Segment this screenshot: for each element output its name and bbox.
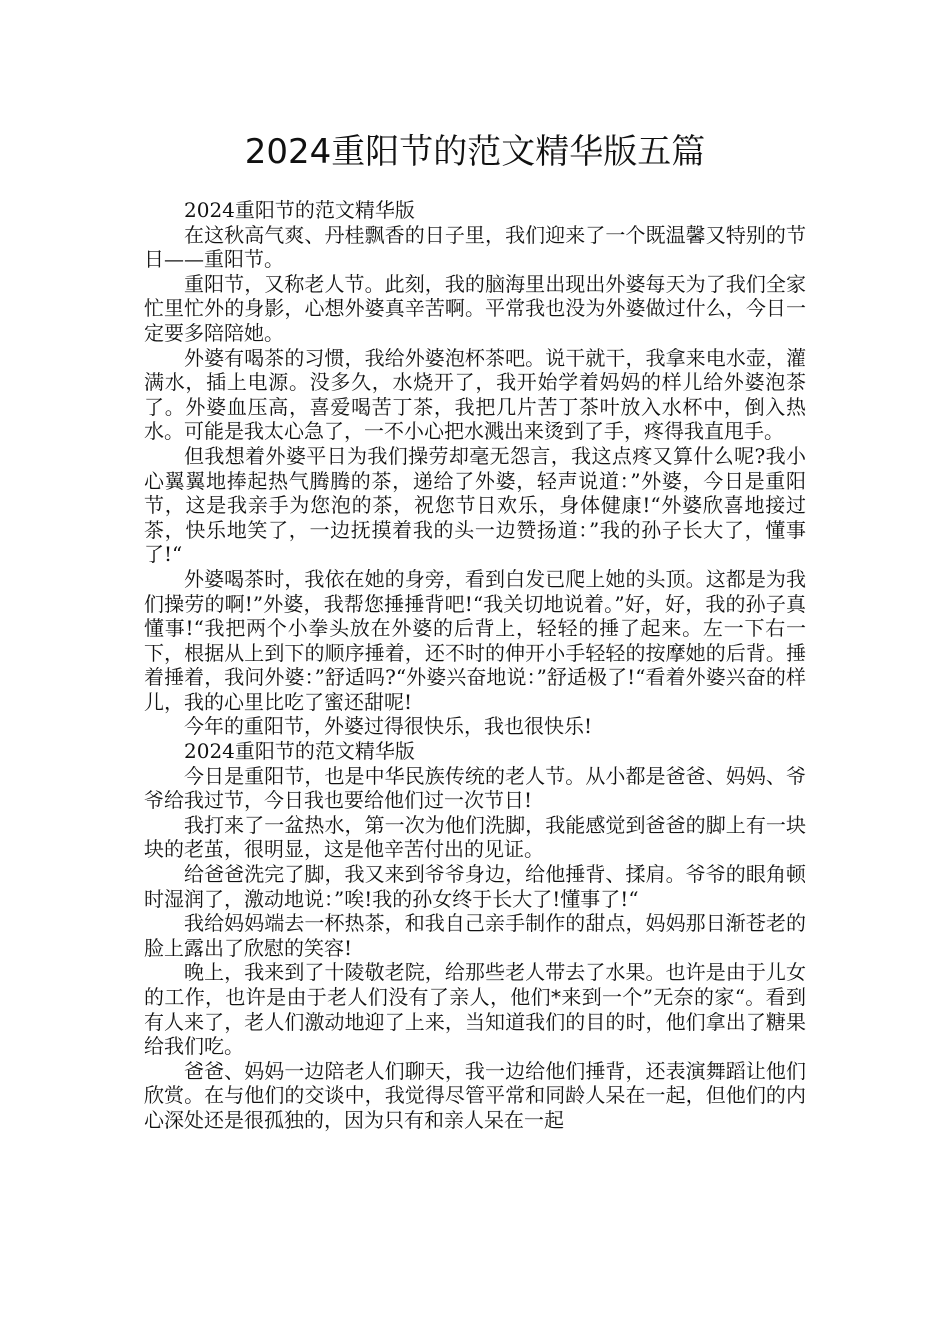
paragraph: 爸爸、妈妈一边陪老人们聊天，我一边给他们捶背，还表演舞蹈让他们欣赏。在与他们的交谈中，我觉得尽管平常和同龄人呆在一起，但他们的内心深处还是很孤独的，因为只有和亲人呆在一起	[144, 1058, 806, 1132]
paragraph: 2024重阳节的范文精华版	[184, 198, 415, 222]
paragraph: 给爸爸洗完了脚，我又来到爷爷身边，给他捶背、揉肩。爷爷的眼角顿时湿润了，激动地说：”唉!我的孙女终于长大了!懂事了!“	[144, 862, 806, 911]
paragraph: 外婆有喝茶的习惯，我给外婆泡杯茶吧。说干就干，我拿来电水壶，灌满水，插上电源。没多久，水烧开了，我开始学着妈妈的样儿给外婆泡茶了。外婆血压高，喜爱喝苦丁茶，我把几片苦丁茶叶放入水杯中，倒入热水。可能是我太心急了，一不小心把水溅出来烫到了手，疼得我直甩手。	[144, 345, 806, 444]
paragraph: 今日是重阳节，也是中华民族传统的老人节。从小都是爸爸、妈妈、爷爷给我过节，今日我也要给他们过一次节日!	[144, 763, 806, 813]
paragraph: 在这秋高气爽、丹桂飘香的日子里，我们迎来了一个既温馨又特别的节日——重阳节。	[144, 222, 806, 272]
paragraph: 今年的重阳节，外婆过得很快乐，我也很快乐!	[184, 714, 593, 739]
document-title: 2024重阳节的范文精华版五篇	[244, 132, 706, 172]
paragraph: 我给妈妈端去一杯热茶，和我自己亲手制作的甜点，妈妈那日渐苍老的脸上露出了欣慰的笑容!	[144, 911, 806, 960]
paragraph: 2024重阳节的范文精华版	[184, 739, 415, 764]
paragraph: 重阳节，又称老人节。此刻，我的脑海里出现出外婆每天为了我们全家忙里忙外的身影，心想外婆真辛苦啊。平常我也没为外婆做过什么，今日一定要多陪陪她。	[144, 271, 806, 345]
paragraph: 晚上，我来到了十陵敬老院，给那些老人带去了水果。也许是由于儿女的工作，也许是由于老人们没有了亲人，他们*来到一个”无奈的家“。看到有人来了，老人们激动地迎了上来，当知道我们的目的时，他们拿出了糖果给我们吃。	[144, 960, 806, 1059]
paragraph: 但我想着外婆平日为我们操劳却毫无怨言，我这点疼又算什么呢?我小心翼翼地捧起热气腾腾的茶，递给了外婆，轻声说道：”外婆，今日是重阳节，这是我亲手为您泡的茶，祝您节日欢乐，身体健康!“外婆欣喜地接过茶，快乐地笑了，一边抚摸着我的头一边赞扬道：”我的孙子长大了，懂事了!“	[144, 443, 806, 567]
document-body	[144, 198, 806, 1133]
paragraph: 我打来了一盆热水，第一次为他们洗脚，我能感觉到爸爸的脚上有一块块的老茧，很明显，这是他辛苦付出的见证。	[144, 812, 806, 862]
paragraph: 外婆喝茶时，我依在她的身旁，看到白发已爬上她的头顶。这都是为我们操劳的啊!”外婆，我帮您捶捶背吧!“我关切地说着。”好，好，我的孙子真懂事!“我把两个小拳头放在外婆的后背上，轻轻的捶了起来。左一下右一下，根据从上到下的顺序捶着，还不时的伸开小手轻轻的按摩她的后背。捶着捶着，我问外婆：”舒适吗?“外婆兴奋地说：”舒适极了!“看着外婆兴奋的样儿，我的心里比吃了蜜还甜呢!	[144, 566, 806, 714]
